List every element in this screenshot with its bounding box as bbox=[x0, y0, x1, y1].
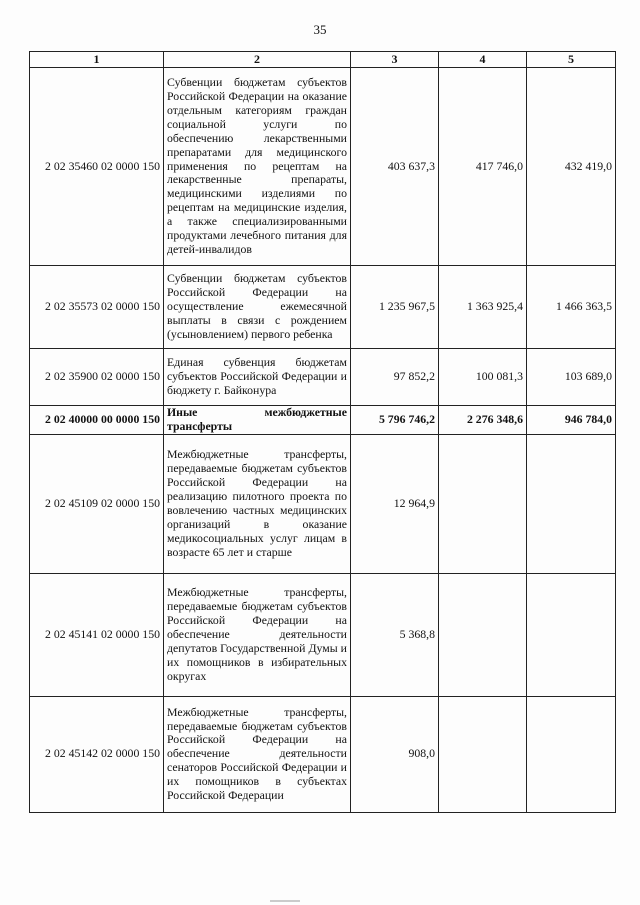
row-description: Иные межбюджетные трансферты bbox=[164, 406, 351, 435]
value-col-5: 1 466 363,5 bbox=[527, 266, 616, 349]
row-description: Единая субвенция бюджетам субъектов Российской Федерации и бюджету г. Байконура bbox=[164, 349, 351, 406]
table-row bbox=[30, 434, 616, 573]
value-col-3: 5 796 746,2 bbox=[351, 406, 439, 435]
table-row bbox=[30, 696, 616, 812]
budget-code: 2 02 35460 02 0000 150 bbox=[30, 68, 164, 266]
row-description: Межбюджетные трансферты, передаваемые бюджетам субъектов Российской Федерации на обеспечение деятельности сенаторов Российской Федерации и их помощников в субъектах Российской Федерации bbox=[164, 696, 351, 812]
value-col-5 bbox=[527, 434, 616, 573]
scan-artifact bbox=[270, 900, 300, 902]
table-row bbox=[30, 266, 616, 349]
value-col-5: 103 689,0 bbox=[527, 349, 616, 406]
column-header: 4 bbox=[439, 52, 527, 68]
budget-code: 2 02 40000 00 0000 150 bbox=[30, 406, 164, 435]
table-row bbox=[30, 349, 616, 406]
value-col-3: 12 964,9 bbox=[351, 434, 439, 573]
value-col-4: 417 746,0 bbox=[439, 68, 527, 266]
budget-code: 2 02 45142 02 0000 150 bbox=[30, 696, 164, 812]
row-description: Межбюджетные трансферты, передаваемые бюджетам субъектов Российской Федерации на реализацию пилотного проекта по вовлечению частных медицинских организаций в оказание медикосоциальных услуг лицам в возрасте 65 лет и старше bbox=[164, 434, 351, 573]
value-col-3: 403 637,3 bbox=[351, 68, 439, 266]
column-header: 3 bbox=[351, 52, 439, 68]
value-col-4: 2 276 348,6 bbox=[439, 406, 527, 435]
value-col-3: 908,0 bbox=[351, 696, 439, 812]
budget-code: 2 02 35573 02 0000 150 bbox=[30, 266, 164, 349]
budget-code: 2 02 45109 02 0000 150 bbox=[30, 434, 164, 573]
value-col-5: 432 419,0 bbox=[527, 68, 616, 266]
value-col-4: 100 081,3 bbox=[439, 349, 527, 406]
row-description: Межбюджетные трансферты, передаваемые бюджетам субъектов Российской Федерации на обеспечение деятельности депутатов Государственной Думы и их помощников в избирательных округах bbox=[164, 573, 351, 696]
budget-code: 2 02 45141 02 0000 150 bbox=[30, 573, 164, 696]
row-description: Субвенции бюджетам субъектов Российской Федерации на осуществление ежемесячной выплаты в связи с рождением (усыновлением) первого ребенка bbox=[164, 266, 351, 349]
page-number: 35 bbox=[313, 22, 327, 37]
table-header-row bbox=[30, 52, 616, 68]
column-header: 1 bbox=[30, 52, 164, 68]
table-row bbox=[30, 68, 616, 266]
value-col-4 bbox=[439, 573, 527, 696]
value-col-4 bbox=[439, 696, 527, 812]
budget-code: 2 02 35900 02 0000 150 bbox=[30, 349, 164, 406]
column-header: 5 bbox=[527, 52, 616, 68]
value-col-3: 5 368,8 bbox=[351, 573, 439, 696]
value-col-3: 97 852,2 bbox=[351, 349, 439, 406]
value-col-5 bbox=[527, 573, 616, 696]
row-description: Субвенции бюджетам субъектов Российской Федерации на оказание отдельным категориям граждан социальной услуги по обеспечению лекарственными препаратами для медицинского применения по рецептам на лекарственные препараты, медицинскими изделиями по рецептам на медицинские изделия, а также специализированными продуктами лечебного питания для детей-инвалидов bbox=[164, 68, 351, 266]
table-row-total bbox=[30, 406, 616, 435]
column-header: 2 bbox=[164, 52, 351, 68]
value-col-5 bbox=[527, 696, 616, 812]
budget-table bbox=[29, 51, 616, 813]
value-col-5: 946 784,0 bbox=[527, 406, 616, 435]
value-col-4: 1 363 925,4 bbox=[439, 266, 527, 349]
value-col-4 bbox=[439, 434, 527, 573]
value-col-3: 1 235 967,5 bbox=[351, 266, 439, 349]
table-row bbox=[30, 573, 616, 696]
